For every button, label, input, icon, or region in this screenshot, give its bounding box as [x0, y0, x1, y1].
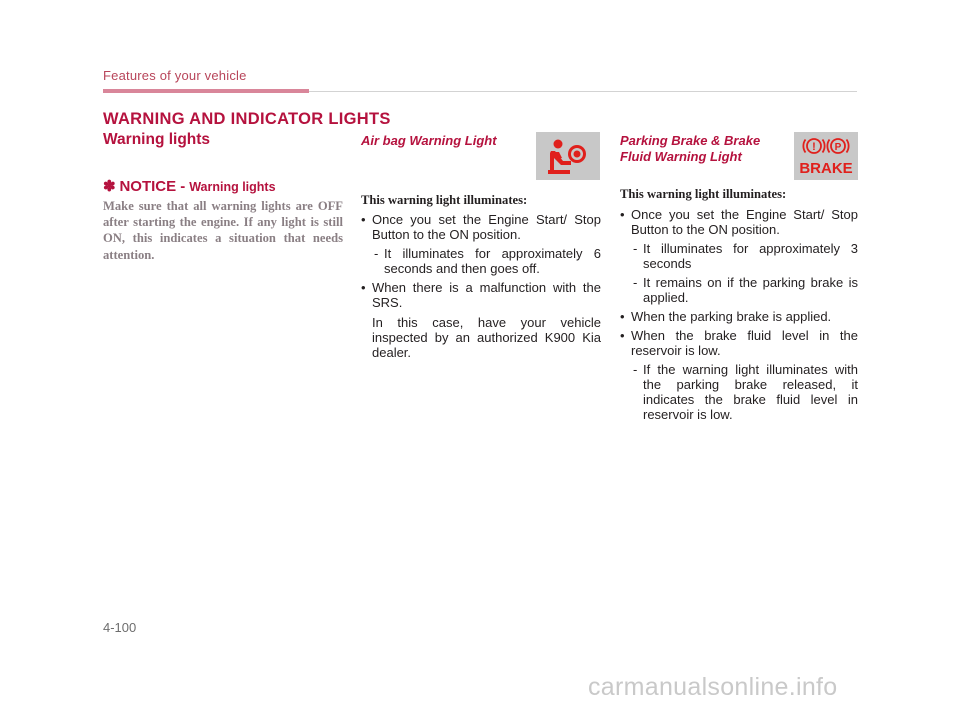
brake-list [620, 207, 858, 422]
airbag-list [361, 212, 601, 360]
header-accent-rule [103, 89, 309, 93]
page-title: WARNING AND INDICATOR LIGHTS [103, 110, 391, 128]
airbag-bullet-1: • Once you set the Engine Start/ Stop Button to the ON position. [361, 212, 601, 242]
watermark: carmanualsonline.info [588, 673, 838, 701]
brake-bullet-1: • Once you set the Engine Start/ Stop Button to the ON position. [620, 207, 858, 237]
brake-bullet-3: • When the brake fluid level in the reservoir is low. [620, 328, 858, 358]
notice-symbol: ✽ [103, 178, 116, 195]
brake-heading [620, 133, 790, 165]
airbag-bullet-2: • When there is a malfunction with the SRS. [361, 280, 601, 310]
warning-lights-heading: Warning lights [103, 131, 211, 148]
brake-heading-line-2: Fluid Warning Light [620, 149, 742, 164]
brake-warning-icon [794, 132, 858, 180]
brake-lead: This warning light illuminates: [620, 187, 787, 201]
notice-label: NOTICE - [119, 178, 186, 195]
notice-subtitle: Warning lights [189, 180, 276, 194]
brake-bullet-2: • When the parking brake is applied. [620, 309, 858, 324]
brake-icon-parking: P [834, 142, 842, 153]
brake-heading-line-1: Parking Brake & Brake [620, 133, 761, 148]
header-rule [309, 91, 857, 92]
brake-sub-2: - It remains on if the parking brake is applied. [620, 275, 858, 305]
airbag-heading: Air bag Warning Light [361, 133, 497, 148]
brake-icon-label: BRAKE [799, 160, 853, 177]
airbag-bullet-2-cont: In this case, have your vehicle inspected by an authorized K900 Kia dealer. [372, 315, 601, 360]
page-number: 4-100 [103, 620, 137, 635]
notice-title [103, 177, 276, 195]
brake-sub-1: - It illuminates for approximately 3 seconds [620, 241, 858, 271]
brake-icon-exclaim: ! [812, 141, 816, 153]
airbag-sub-1: - It illuminates for approximately 6 seconds and then goes off. [361, 246, 601, 276]
brake-sub-3: - If the warning light illuminates with the parking brake released, it indicates the brake fluid level in reservoir is low. [620, 362, 858, 422]
section-label: Features of your vehicle [103, 68, 247, 83]
airbag-lead: This warning light illuminates: [361, 193, 528, 207]
airbag-warning-icon [536, 132, 600, 180]
notice-text: Make sure that all warning lights are OFF after starting the engine. If any light is still ON, this indicates a situation that needs attention. [103, 199, 343, 262]
